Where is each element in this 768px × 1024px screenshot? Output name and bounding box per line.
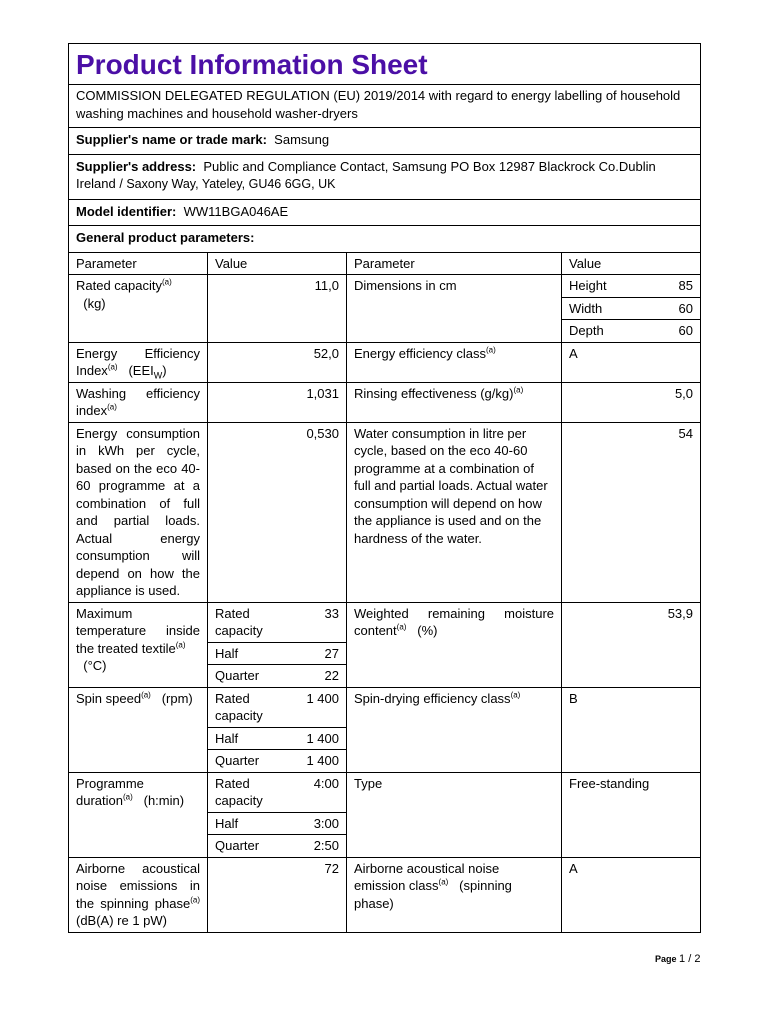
footnote-marker: (a) [486,345,496,355]
duration-half: 3:00 [277,812,346,835]
washing-index-text: Washing efficiency index [76,385,200,418]
energy-class-value: A [562,342,701,382]
info-table [68,43,701,933]
width-value: 60 [631,297,700,320]
dimensions-values [562,275,701,343]
type-label: Type [347,772,562,857]
page-title: Product Information Sheet [69,44,701,85]
depth-label: Depth [562,320,631,342]
rated-capacity-unit: (kg) [83,295,106,311]
spin-class-text: Spin-drying efficiency class [354,690,511,706]
model-row [69,199,701,226]
moisture-unit: (%) [417,623,438,638]
header-value-2: Value [562,252,701,275]
footnote-marker: (a) [175,640,186,650]
max-temp-rated: 33 [324,605,339,621]
washing-index-value: 1,031 [208,382,347,422]
noise-class-unit: (spinning phase) [354,878,512,911]
table-row [69,382,701,422]
water-consumption-value: 54 [562,422,701,602]
spin-speed-unit: (rpm) [161,690,193,706]
rinsing-text: Rinsing effectiveness (g/kg) [354,385,514,401]
spin-speed-rated: 1 400 [306,690,339,706]
spin-speed-values [208,687,347,772]
noise-class-value: A [562,857,701,932]
moisture-label [347,602,562,687]
header-value: Value [208,252,347,275]
table-row [69,687,701,772]
table-row [69,602,701,687]
duration-unit: (h:min) [143,793,185,808]
footnote-marker: (a) [510,690,521,700]
general-parameters-heading: General product parameters: [69,226,701,253]
eei-text: Energy Efficiency Index [76,345,200,378]
noise-class-label [347,857,562,932]
max-temp-text: Maximum temperature inside the treated textile [76,605,200,656]
supplier-value: Samsung [274,132,330,147]
table-header-row [69,252,701,275]
table-row [69,857,701,932]
regulation-text: COMMISSION DELEGATED REGULATION (EU) 2019/2014 with regard to energy labelling of household washing machines and household washer-dryers [69,85,701,128]
address-label: Supplier's address: [76,158,197,174]
address-value: Public and Compliance Contact, Samsung PO Box 12987 Blackrock Co.Dublin Ireland [76,158,656,191]
rated-capacity-label [69,275,208,343]
eei-abbr: (EEI [128,363,154,378]
duration-label [69,772,208,857]
eei-subscript: W [153,370,163,381]
rinsing-value: 5,0 [562,382,701,422]
footnote-marker: (a) [162,277,172,287]
max-temp-values [208,602,347,687]
table-row [69,275,701,343]
width-label: Width [562,297,631,320]
table-row [69,342,701,382]
depth-value: 60 [631,320,700,342]
water-consumption-label: Water consumption in litre per cycle, based on the eco 40-60 programme at a combination of full and partial loads. Actual water consumption will depend on how the appliance is used and on the hardness of the water. [347,422,562,602]
washing-index-label [69,382,208,422]
energy-consumption-value: 0,530 [208,422,347,602]
spin-speed-text: Spin speed [76,690,142,706]
header-parameter-2: Parameter [347,252,562,275]
half-label: Half [208,727,277,750]
energy-consumption-label: Energy consumption in kWh per cycle, based on the eco 40-60 programme at a combination of full and partial loads. Actual energy consumption will depend on how the appliance is used. [69,422,208,602]
duration-subtable [208,773,346,857]
duration-quarter: 2:50 [277,835,346,857]
type-value: Free-standing [562,772,701,857]
rated-capacity-text: Rated capacity [76,278,162,293]
footnote-marker: (a) [141,690,151,700]
moisture-text: Weighted remaining moisture content [354,605,554,638]
spin-speed-half: 1 400 [277,727,346,750]
energy-class-text: Energy efficiency class [354,345,486,361]
quarter-label: Quarter [208,750,277,772]
supplier-row [69,128,701,155]
height-label: Height [569,278,607,293]
page-label: Page [655,954,677,964]
spin-class-label [347,687,562,772]
max-temp-half: 27 [277,642,346,665]
eei-close: ) [162,363,167,378]
eei-label [69,342,208,382]
max-temp-unit: (°C) [83,658,107,673]
footnote-marker: (a) [513,385,524,395]
page-number: 1 / 2 [679,953,701,965]
rinsing-label [347,382,562,422]
rated-label: Rated capacity [215,605,263,638]
footnote-marker: (a) [190,895,200,905]
address-row [69,154,701,199]
spin-speed-quarter: 1 400 [277,750,346,772]
dimensions-label: Dimensions in cm [347,275,562,343]
duration-text: Programme duration [76,775,144,808]
page-footer [655,953,700,965]
footnote-marker: (a) [107,402,117,412]
rated-label: Rated capacity [215,775,263,808]
max-temp-label [69,602,208,687]
header-parameter: Parameter [69,252,208,275]
footnote-marker: (a) [396,622,407,632]
table-row [69,422,701,602]
rated-label: Rated capacity [215,690,263,723]
eei-value: 52,0 [208,342,347,382]
spin-speed-label [69,687,208,772]
address-value-2: / Saxony Way, Yateley, GU46 6GG, UK [119,177,336,191]
footnote-marker: (a) [122,792,133,802]
height-value: 85 [678,278,694,293]
footnote-marker: (a) [438,877,449,887]
noise-class-text: Airborne acoustical noise emission class [354,860,500,893]
spin-class-value: B [562,687,701,772]
model-label: Model identifier: [76,203,177,219]
rated-capacity-value: 11,0 [208,275,347,343]
supplier-label: Supplier's name or trade mark: [76,132,267,147]
spin-speed-subtable [208,688,346,772]
duration-values [208,772,347,857]
footnote-marker: (a) [107,362,118,372]
table-row [69,772,701,857]
noise-label [69,857,208,932]
energy-class-label [347,342,562,382]
product-information-sheet [68,43,700,933]
quarter-label: Quarter [208,835,277,857]
duration-rated: 4:00 [313,775,339,791]
half-label: Half [208,812,277,835]
moisture-value: 53,9 [562,602,701,687]
half-label: Half [208,642,277,665]
max-temp-subtable [208,603,346,687]
max-temp-quarter: 22 [277,665,346,687]
noise-unit: (dB(A) re 1 pW) [76,913,168,928]
quarter-label: Quarter [208,665,277,687]
model-value: WW11BGA046AE [183,203,289,219]
noise-value: 72 [208,857,347,932]
dimensions-subtable [562,275,700,342]
noise-text: Airborne acoustical noise emissions in the spinning phase [76,860,200,911]
